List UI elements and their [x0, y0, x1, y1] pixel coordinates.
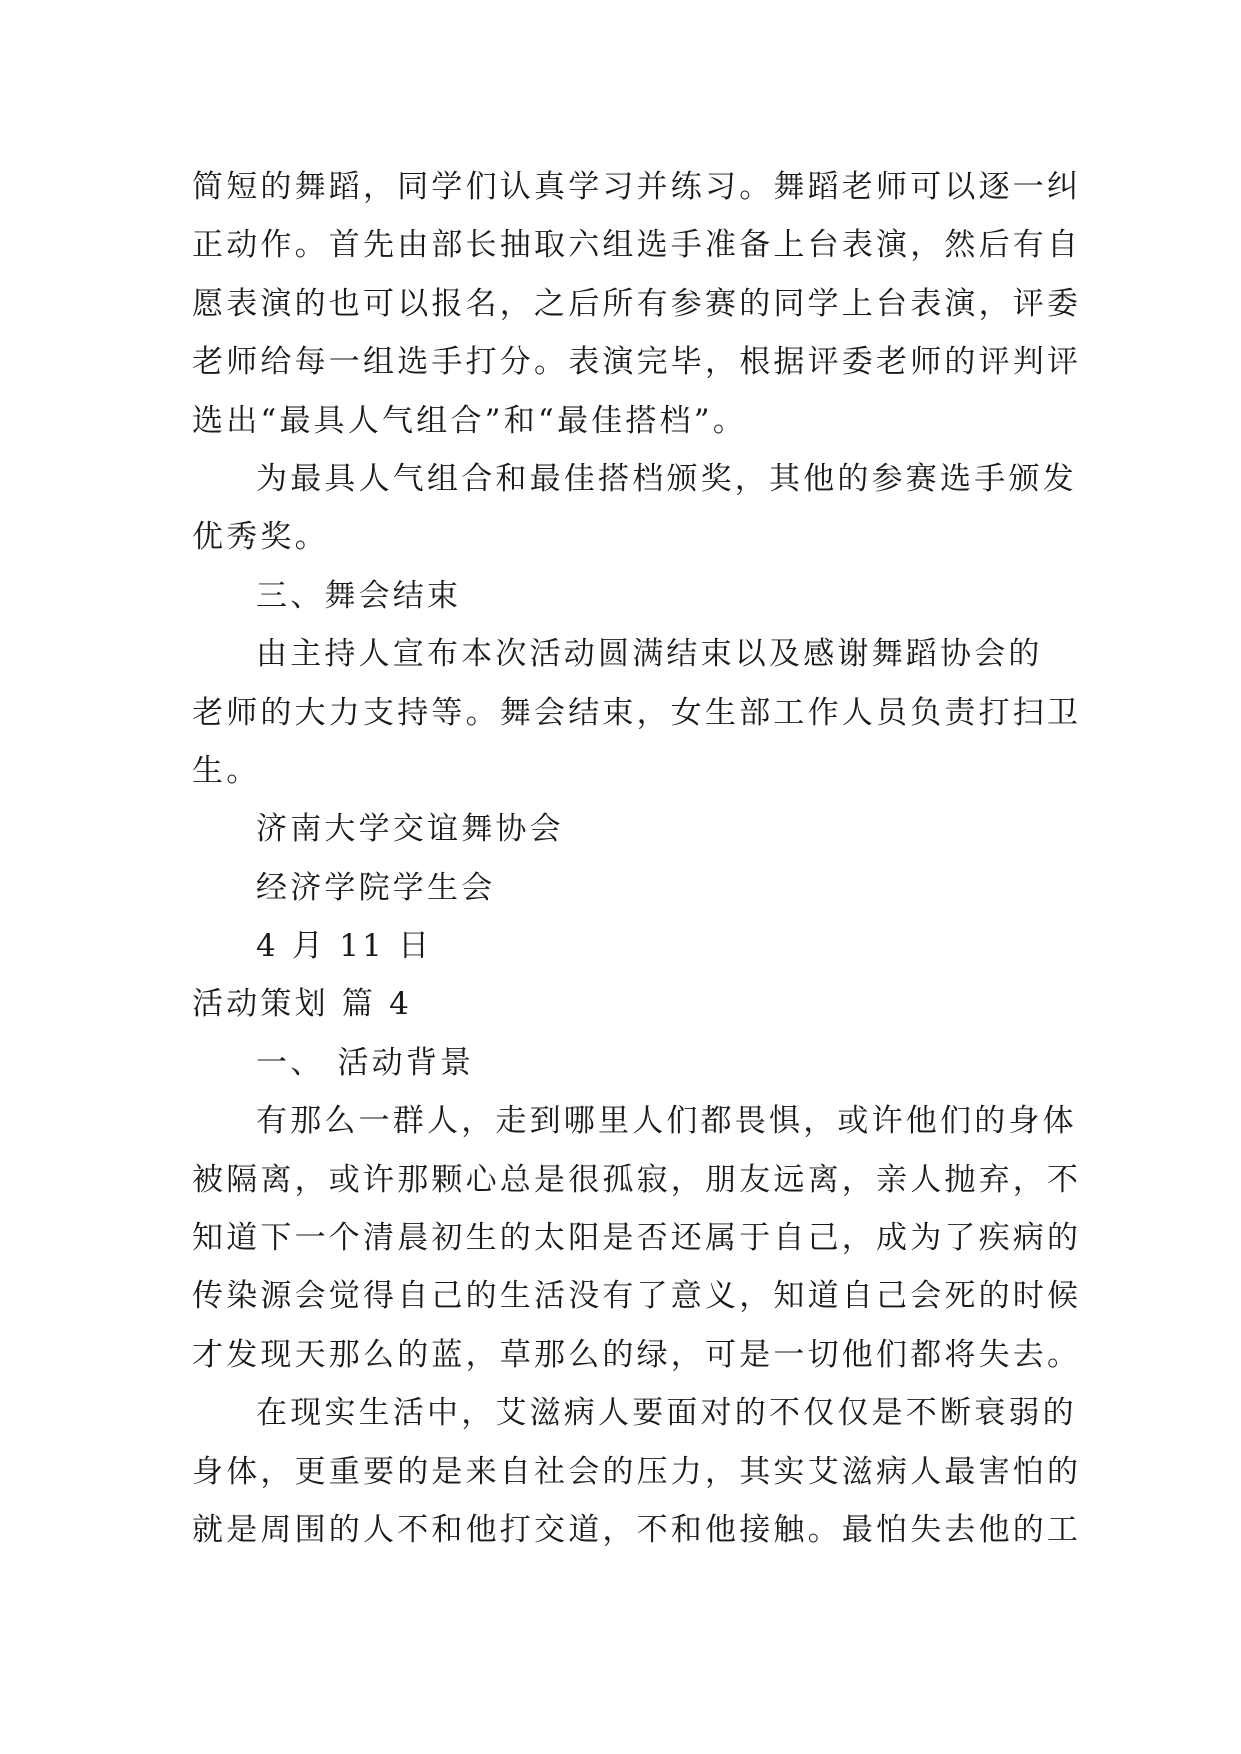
paragraph-start-line: 有那么一群人，走到哪里人们都畏惧，或许他们的身体: [256, 1103, 1077, 1140]
text-line: 愿表演的也可以报名，之后所有参赛的同学上台表演，评委: [192, 285, 1082, 322]
text-line: 简短的舞蹈，同学们认真学习并练习。舞蹈老师可以逐一纠: [192, 169, 1082, 205]
signature-organization: 经济学院学生会: [256, 869, 496, 906]
article-title: 活动策划 篇 4: [192, 986, 413, 1023]
text-line: 老师的大力支持等。舞会结束，女生部工作人员负责打扫卫: [192, 694, 1082, 731]
document-body: [192, 158, 1082, 1559]
text-line: 优秀奖。: [192, 519, 329, 556]
paragraph-start-line: 由主持人宣布本次活动圆满结束以及感谢舞蹈协会的: [256, 636, 1043, 673]
paragraph-start-line: 在现实生活中，艾滋病人要面对的不仅仅是不断衰弱的: [256, 1395, 1077, 1432]
text-line: 被隔离，或许那颗心总是很孤寂，朋友远离，亲人抛弃，不: [192, 1161, 1082, 1198]
text-line: 老师给每一组选手打分。表演完毕，根据评委老师的评判评: [192, 344, 1082, 381]
text-line: 传染源会觉得自己的生活没有了意义，知道自己会死的时候: [192, 1278, 1082, 1315]
text-line: 选出“最具人气组合”和“最佳搭档”。: [192, 402, 747, 439]
text-line: 生。: [192, 752, 261, 789]
text-line: 就是周围的人不和他打交道，不和他接触。最怕失去他的工: [192, 1511, 1082, 1548]
text-line: 知道下一个清晨初生的太阳是否还属于自己，成为了疾病的: [192, 1220, 1082, 1257]
text-line: 正动作。首先由部长抽取六组选手准备上台表演，然后有自: [192, 227, 1082, 264]
section-heading: 一、 活动背景: [256, 1044, 475, 1081]
paragraph-start-line: 为最具人气组合和最佳搭档颁奖，其他的参赛选手颁发: [256, 460, 1077, 497]
section-heading: 三、舞会结束: [256, 577, 462, 614]
text-line: 才发现天那么的蓝，草那么的绿，可是一切他们都将失去。: [192, 1336, 1082, 1373]
signature-date: 4 月 11 日: [256, 928, 433, 965]
signature-organization: 济南大学交谊舞协会: [256, 811, 564, 848]
text-line: 身体，更重要的是来自社会的压力，其实艾滋病人最害怕的: [192, 1453, 1082, 1490]
